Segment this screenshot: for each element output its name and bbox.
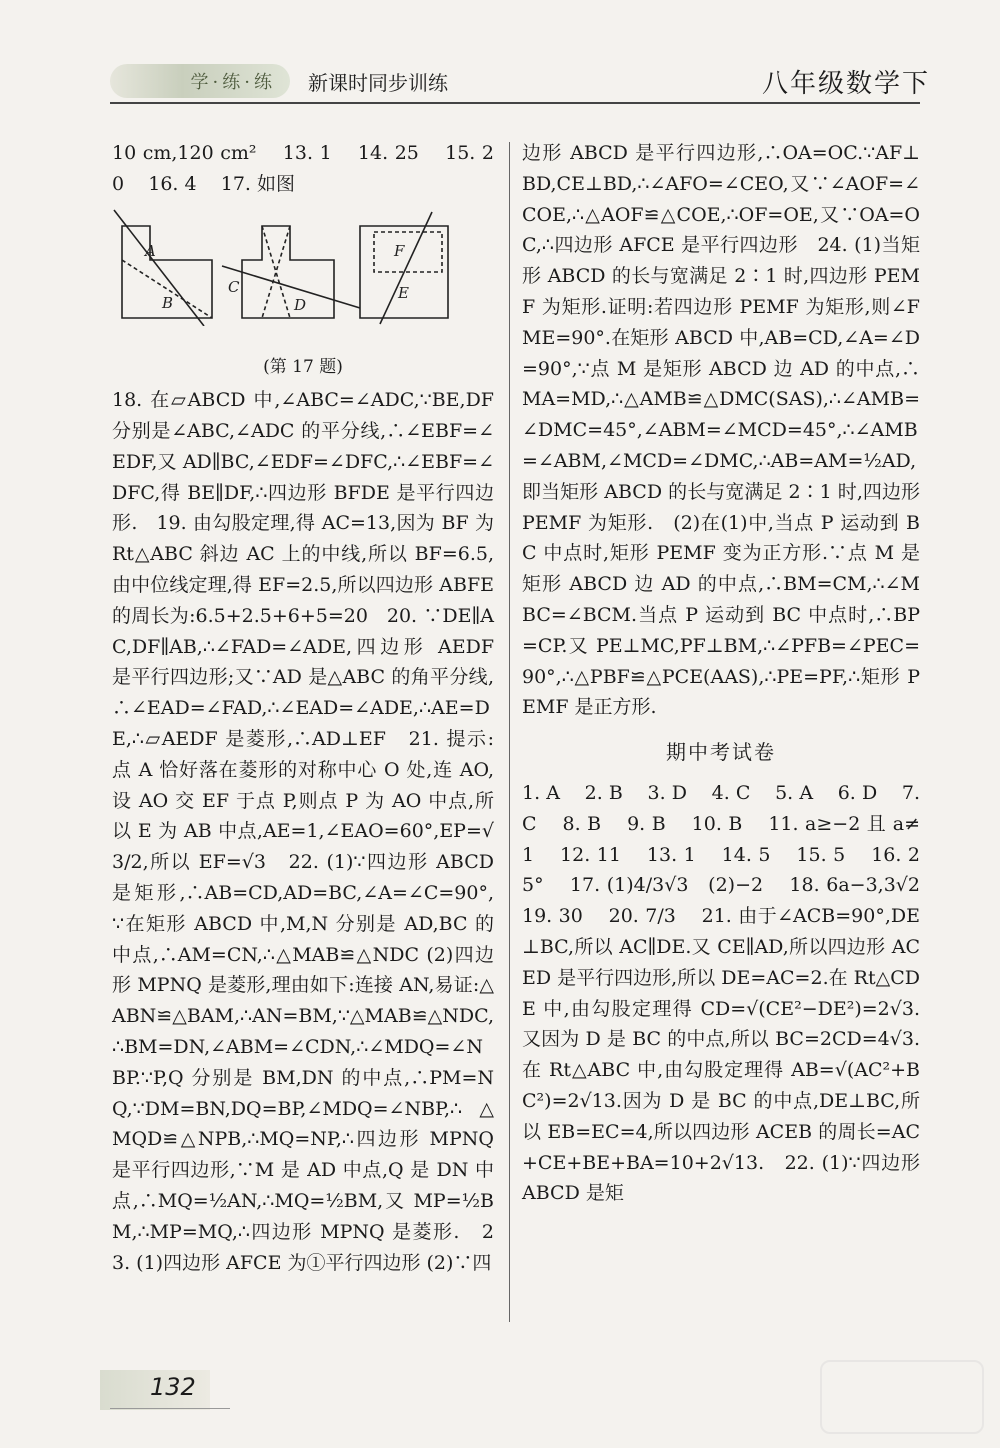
series-title: 新课时同步训练 — [308, 70, 448, 95]
figure-17-label-f: F — [394, 241, 405, 260]
midterm-exam-title: 期中考试卷 — [666, 740, 776, 765]
figure-17-label-d: D — [294, 295, 307, 314]
answers-18-23: 18. 在▱ABCD 中,∠ABC=∠ADC,∵BE,DF 分别是∠ABC,∠ADC 的平分线,∴∠EBF=∠EDF,又 AD∥BC,∠EDF=∠DFC,∴∠EBF=∠DFC,得 BE∥DF,∴四边形 BFDE 是平行四边形. 19. 由勾股定理,得 AC=13,因为 BF 为 Rt△ABC 斜边 AC 上的中线,所以 BF=6.5,由中位线定理,得 EF=2.5,所以四边形 ABFE 的周长为:6.5+2.5+6+5=20 20. ∵DE∥AC,DF∥AB,∴∠FAD=∠ADE,四边形 AEDF 是平行四边形;又∵AD 是△ABC 的角平分线,∴∠EAD=∠FAD,∴∠EAD=∠ADE,∴AE=DE,∴▱AEDF 是菱形,∴AD⊥EF 21. 提示:点 A 恰好落在菱形的对称中心 O 处,连 AO,设 AO 交 EF 于点 P,则点 P 为 AO 中点,所以 E 为 AB 中点,AE=1,∠EAO=60°,EP=√3/2,所以 EF=√3 22. (1)∵四边形 ABCD 是矩形,∴AB=CD,AD=BC,∠A=∠C=90°,∵在矩形 ABCD 中,M,N 分别是 AD,BC 的中点,∴AM=CN,∴△MAB≌△NDC (2)四边形 MPNQ 是菱形,理由如下:连接 AN,易证:△ABN≌△BAM,∴AN=BM,∵△MAB≌△NDC,∴BM=DN,∠ABM=∠CDN,∴∠MDQ=∠NBP.∵P,Q 分别是 BM,DN 的中点,∴PM=NQ,∵DM=BN,DQ=BP,∠MDQ=∠NBP,∴△MQD≌△NPB,∴MQ=NP,∴四边形 MPNQ 是平行四边形,∵M 是 AD 中点,Q 是 DN 中点,∴MQ=½AN,∴MQ=½BM,又 MP=½BM,∴MP=MQ,∴四边形 MPNQ 是菱形. 23. (1)四边形 AFCE 为①平行四边形 (2)∵四 — [112, 389, 501, 1274]
series-badge — [110, 64, 290, 98]
footer-rule — [110, 1408, 230, 1409]
figure-17-cut-line-1 — [114, 210, 204, 326]
column-divider — [509, 142, 510, 1322]
right-column — [522, 138, 945, 1209]
answers-23-24-continued: 边形 ABCD 是平行四边形,∴OA=OC.∵AF⊥BD,CE⊥BD,∴∠AFO=∠CEO,又∵∠AOF=∠COE,∴△AOF≌△COE,∴OF=OE,又∵OA=OC,∴四边形 AFCE 是平行四边形 24. (1)当矩形 ABCD 的长与宽满足 2∶1 时,四边形 PEMF 为矩形.证明:若四边形 PEMF 为矩形,则∠FME=90°.在矩形 ABCD 中,AB=CD,∠A=∠D=90°,∵点 M 是矩形 ABCD 边 AD 的中点,∴MA=MD,∴△AMB≌△DMC(SAS),∴∠AMB=∠DMC=45°,∠ABM=∠MCD=45°,∴∠AMB=∠ABM,∠MCD=∠DMC,∴AB=AM=½AD,即当矩形 ABCD 的长与宽满足 2∶1 时,四边形 PEMF 为矩形. (2)在(1)中,当点 P 运动到 BC 中点时,矩形 PEMF 变为正方形.∵点 M 是矩形 ABCD 边 AD 的中点,∴BM=CM,∴∠MBC=∠BCM.当点 P 运动到 BC 中点时,∴BP=CP.又 PE⊥MC,PF⊥BM,∴∠PFB=∠PEC=90°,∴△PBF≌△PCE(AAS),∴PE=PF,∴矩形 PEMF 是正方形. — [522, 142, 927, 719]
figure-17-label-a: A — [145, 241, 156, 260]
page-header — [110, 62, 930, 100]
midterm-answers: 1. A 2. B 3. D 4. C 5. A 6. D 7. C 8. B 9. B 10. B 11. a≥−2 且 a≠1 12. 11 13. 1 14. 5 15. 5 16. 25° 17. (1)4/3√3 (2)−2 18. 6a−3,3√2 19. 30 20. 7/3 21. 由于∠ACB=90°,DE⊥BC,所以 AC∥DE.又 CE∥AD,所以四边形 ACED 是平行四边形,所以 DE=AC=2.在 Rt△CDE 中,由勾股定理得 CD=√(CE²−DE²)=2√3.又因为 D 是 BC 的中点,所以 BC=2CD=4√3.在 Rt△ABC 中,由勾股定理得 AB=√(AC²+BC²)=2√13.因为 D 是 BC 的中点,DE⊥BC,所以 EB=EC=4,所以四边形 ACEB 的周长=AC+CE+BE+BA=10+2√13. 22. (1)∵四边形 ABCD 是矩 — [522, 781, 945, 1205]
left-column — [112, 138, 501, 1278]
figure-17 — [112, 208, 494, 326]
header-rule — [110, 102, 920, 104]
figure-17-label-b: B — [162, 293, 174, 312]
grade-title: 八年级数学下 — [761, 68, 930, 99]
figure-17-label-e: E — [398, 283, 409, 302]
figure-17-shape-2 — [242, 226, 334, 318]
page-number: 132 — [150, 1373, 196, 1401]
figure-17-cut-line-3 — [380, 212, 432, 324]
figure-17-caption: (第 17 题) — [263, 357, 343, 378]
series-badge-text: 学·练·练 — [190, 72, 276, 93]
figure-17-label-c: C — [228, 277, 240, 296]
watermark-logo — [820, 1360, 984, 1434]
answers-13-17: 10 cm,120 cm² 13. 1 14. 25 15. 20 16. 4 17. 如图 — [112, 142, 494, 195]
figure-17-dash-3 — [374, 232, 442, 272]
